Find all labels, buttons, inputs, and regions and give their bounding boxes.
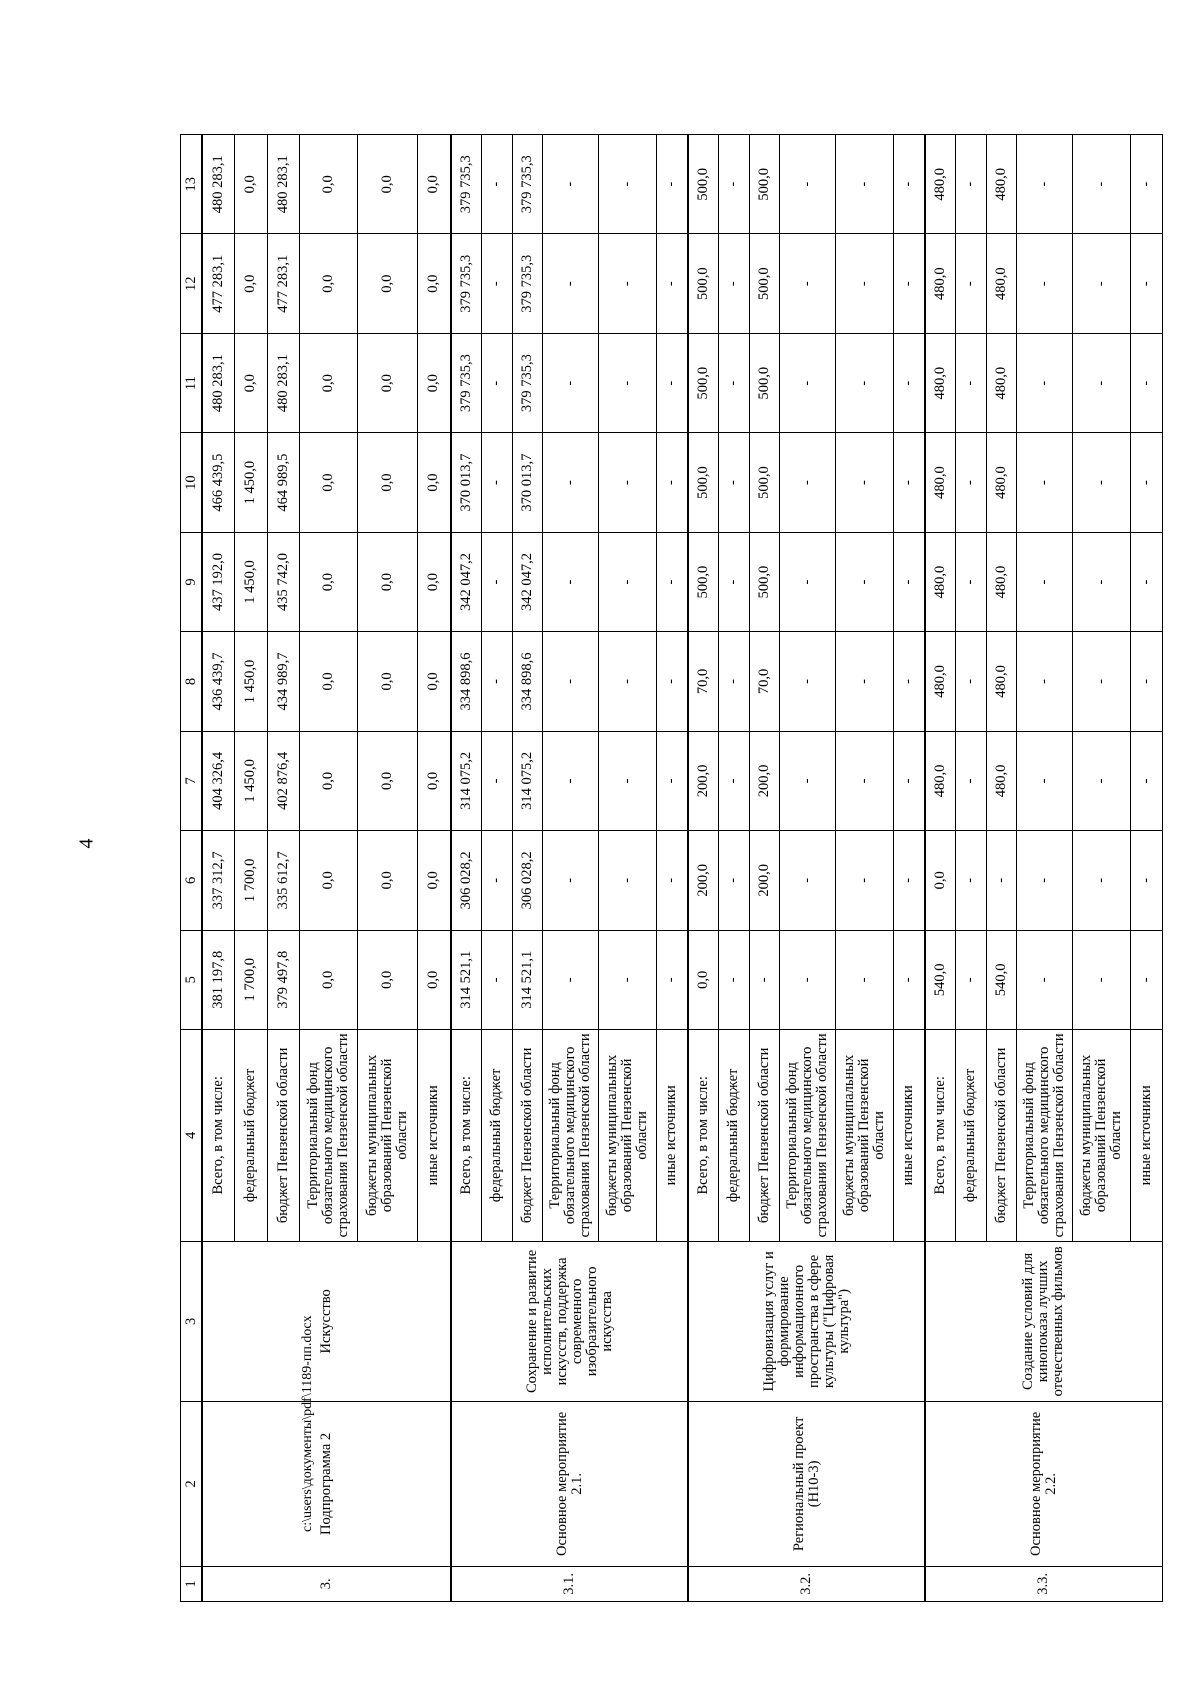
value-cell: 480 283,1 <box>202 135 234 234</box>
value-cell: - <box>718 930 749 1029</box>
value-cell: 0,0 <box>417 433 451 532</box>
funding-source-cell: бюджет Пензенской области <box>749 1029 779 1241</box>
value-cell: - <box>779 333 835 432</box>
header-cell: 7 <box>181 731 203 830</box>
funding-source-cell: бюджет Пензенской области <box>512 1029 542 1241</box>
value-cell: 0,0 <box>417 632 451 731</box>
value-cell: - <box>893 135 925 234</box>
value-cell: 500,0 <box>749 532 779 631</box>
value-cell: 480,0 <box>986 433 1016 532</box>
value-cell: 1 450,0 <box>234 532 267 631</box>
value-cell: - <box>955 433 986 532</box>
value-cell: - <box>1130 333 1162 432</box>
value-cell: 464 989,5 <box>267 433 299 532</box>
value-cell: 500,0 <box>688 433 718 532</box>
value-cell: - <box>718 433 749 532</box>
header-cell: 4 <box>181 1029 203 1241</box>
value-cell: - <box>779 135 835 234</box>
value-cell: - <box>598 731 656 830</box>
value-cell: 0,0 <box>299 930 357 1029</box>
value-cell: 477 283,1 <box>202 234 234 333</box>
value-cell: 370 013,7 <box>512 433 542 532</box>
value-cell: - <box>893 731 925 830</box>
table-row <box>202 135 234 1602</box>
program-type-cell: Основное мероприятие 2.1. <box>451 1402 688 1567</box>
value-cell: 0,0 <box>357 333 417 432</box>
value-cell: 0,0 <box>299 135 357 234</box>
funding-source-cell: бюджеты муниципальных образований Пензенской области <box>1072 1029 1130 1241</box>
value-cell: - <box>779 731 835 830</box>
value-cell: - <box>893 831 925 930</box>
value-cell: 0,0 <box>299 532 357 631</box>
value-cell: - <box>656 433 688 532</box>
value-cell: 335 612,7 <box>267 831 299 930</box>
header-cell: 1 <box>181 1566 203 1601</box>
value-cell: - <box>598 632 656 731</box>
value-cell: - <box>955 831 986 930</box>
value-cell: 0,0 <box>234 135 267 234</box>
value-cell: - <box>893 930 925 1029</box>
value-cell: 480,0 <box>925 135 955 234</box>
value-cell: - <box>1072 135 1130 234</box>
footer-file-path: c:\users\документы\pdf\1189-пп.docx <box>300 1315 315 1532</box>
value-cell: - <box>598 532 656 631</box>
header-cell: 6 <box>181 831 203 930</box>
funding-source-cell: бюджеты муниципальных образований Пензенской области <box>598 1029 656 1241</box>
value-cell: - <box>656 632 688 731</box>
funding-source-cell: Территориальный фонд обязательного медицинского страхования Пензенской области <box>542 1029 598 1241</box>
row-number-cell: 3. <box>202 1566 451 1601</box>
value-cell: 0,0 <box>417 930 451 1029</box>
value-cell: - <box>656 731 688 830</box>
program-type-cell: Основное мероприятие 2.2. <box>925 1402 1162 1567</box>
value-cell: 480,0 <box>925 433 955 532</box>
value-cell: 437 192,0 <box>202 532 234 631</box>
value-cell: 379 497,8 <box>267 930 299 1029</box>
value-cell: - <box>656 135 688 234</box>
funding-source-cell: федеральный бюджет <box>718 1029 749 1241</box>
value-cell: 0,0 <box>299 333 357 432</box>
value-cell: 306 028,2 <box>451 831 481 930</box>
value-cell: 381 197,8 <box>202 930 234 1029</box>
value-cell: 0,0 <box>417 333 451 432</box>
value-cell: - <box>656 831 688 930</box>
value-cell: - <box>481 930 512 1029</box>
value-cell: - <box>835 831 893 930</box>
funding-source-cell: Территориальный фонд обязательного медицинского страхования Пензенской области <box>1016 1029 1072 1241</box>
value-cell: 480,0 <box>986 731 1016 830</box>
value-cell: - <box>955 135 986 234</box>
value-cell: - <box>1016 632 1072 731</box>
program-title-cell: Сохранение и развитие исполнительских искусств, поддержка современного изобразительного искусства <box>451 1241 688 1401</box>
funding-source-cell: бюджеты муниципальных образований Пензенской области <box>357 1029 417 1241</box>
value-cell: 480,0 <box>986 532 1016 631</box>
value-cell: 342 047,2 <box>451 532 481 631</box>
value-cell: - <box>1072 831 1130 930</box>
value-cell: 200,0 <box>749 731 779 830</box>
value-cell: 435 742,0 <box>267 532 299 631</box>
funding-source-cell: Территориальный фонд обязательного медицинского страхования Пензенской области <box>299 1029 357 1241</box>
value-cell: - <box>1072 433 1130 532</box>
value-cell: 480,0 <box>925 333 955 432</box>
value-cell: - <box>481 831 512 930</box>
header-cell: 13 <box>181 135 203 234</box>
value-cell: 540,0 <box>986 930 1016 1029</box>
value-cell: - <box>955 333 986 432</box>
value-cell: 480,0 <box>986 632 1016 731</box>
funding-source-cell: бюджет Пензенской области <box>986 1029 1016 1241</box>
value-cell: 480 283,1 <box>267 333 299 432</box>
value-cell: 500,0 <box>688 135 718 234</box>
value-cell: 0,0 <box>357 532 417 631</box>
value-cell: - <box>1072 632 1130 731</box>
value-cell: - <box>955 731 986 830</box>
value-cell: - <box>955 632 986 731</box>
value-cell: 500,0 <box>688 532 718 631</box>
value-cell: - <box>835 333 893 432</box>
value-cell: 337 312,7 <box>202 831 234 930</box>
value-cell: - <box>542 333 598 432</box>
value-cell: - <box>1016 532 1072 631</box>
value-cell: 379 735,3 <box>451 333 481 432</box>
value-cell: - <box>1072 930 1130 1029</box>
value-cell: - <box>656 234 688 333</box>
value-cell: 480,0 <box>986 333 1016 432</box>
header-cell: 11 <box>181 333 203 432</box>
value-cell: 0,0 <box>417 532 451 631</box>
value-cell: - <box>1130 632 1162 731</box>
value-cell: 0,0 <box>357 234 417 333</box>
value-cell: 480 283,1 <box>267 135 299 234</box>
value-cell: - <box>1016 433 1072 532</box>
program-type-cell: Подпрограмма 2 <box>202 1402 451 1567</box>
value-cell: 0,0 <box>357 433 417 532</box>
value-cell: 540,0 <box>925 930 955 1029</box>
value-cell: - <box>542 234 598 333</box>
value-cell: 0,0 <box>299 433 357 532</box>
row-number-cell: 3.3. <box>925 1566 1162 1601</box>
value-cell: 434 989,7 <box>267 632 299 731</box>
value-cell: - <box>893 433 925 532</box>
value-cell: 500,0 <box>749 135 779 234</box>
value-cell: 379 735,3 <box>512 333 542 432</box>
value-cell: - <box>955 234 986 333</box>
value-cell: 314 075,2 <box>451 731 481 830</box>
value-cell: - <box>835 135 893 234</box>
value-cell: - <box>718 632 749 731</box>
value-cell: - <box>718 234 749 333</box>
value-cell: - <box>1130 234 1162 333</box>
value-cell: 1 450,0 <box>234 731 267 830</box>
value-cell: - <box>1130 532 1162 631</box>
funding-source-cell: иные источники <box>417 1029 451 1241</box>
funding-source-cell: федеральный бюджет <box>955 1029 986 1241</box>
value-cell: 1 700,0 <box>234 831 267 930</box>
value-cell: - <box>542 135 598 234</box>
value-cell: - <box>986 831 1016 930</box>
value-cell: - <box>718 333 749 432</box>
value-cell: - <box>718 831 749 930</box>
value-cell: 379 735,3 <box>512 234 542 333</box>
header-row <box>181 135 203 1602</box>
value-cell: - <box>1016 333 1072 432</box>
header-cell: 10 <box>181 433 203 532</box>
value-cell: - <box>718 532 749 631</box>
value-cell: - <box>598 930 656 1029</box>
value-cell: 1 450,0 <box>234 433 267 532</box>
value-cell: 500,0 <box>749 333 779 432</box>
value-cell: 0,0 <box>299 831 357 930</box>
header-cell: 12 <box>181 234 203 333</box>
value-cell: 0,0 <box>417 731 451 830</box>
value-cell: 0,0 <box>357 135 417 234</box>
funding-source-cell: Всего, в том числе: <box>451 1029 481 1241</box>
value-cell: 480,0 <box>925 234 955 333</box>
program-title-cell: Создание условий для кинопоказа лучших отечественных фильмов <box>925 1241 1162 1401</box>
value-cell: 0,0 <box>925 831 955 930</box>
value-cell: - <box>779 532 835 631</box>
value-cell: - <box>893 333 925 432</box>
value-cell: - <box>598 831 656 930</box>
value-cell: - <box>779 433 835 532</box>
value-cell: 500,0 <box>749 433 779 532</box>
value-cell: - <box>598 333 656 432</box>
value-cell: - <box>1016 731 1072 830</box>
header-cell: 5 <box>181 930 203 1029</box>
header-cell: 9 <box>181 532 203 631</box>
value-cell: 1 700,0 <box>234 930 267 1029</box>
funding-source-cell: бюджеты муниципальных образований Пензенской области <box>835 1029 893 1241</box>
page-number: 4 <box>75 838 98 849</box>
value-cell: 480,0 <box>925 532 955 631</box>
value-cell: - <box>779 234 835 333</box>
value-cell: 314 521,1 <box>451 930 481 1029</box>
value-cell: - <box>656 930 688 1029</box>
value-cell: - <box>656 532 688 631</box>
budget-table <box>180 134 1163 1602</box>
value-cell: - <box>1130 433 1162 532</box>
table-body <box>181 135 1163 1602</box>
value-cell: - <box>1130 930 1162 1029</box>
table-row <box>451 135 481 1602</box>
value-cell: - <box>1072 234 1130 333</box>
value-cell: - <box>1130 135 1162 234</box>
value-cell: - <box>598 135 656 234</box>
value-cell: 480,0 <box>986 135 1016 234</box>
value-cell: - <box>835 234 893 333</box>
value-cell: 480 283,1 <box>202 333 234 432</box>
value-cell: 480,0 <box>925 731 955 830</box>
value-cell: - <box>598 433 656 532</box>
value-cell: - <box>1130 731 1162 830</box>
value-cell: - <box>779 831 835 930</box>
value-cell: - <box>779 930 835 1029</box>
value-cell: 306 028,2 <box>512 831 542 930</box>
value-cell: - <box>749 930 779 1029</box>
value-cell: - <box>835 433 893 532</box>
value-cell: - <box>481 731 512 830</box>
value-cell: - <box>1072 731 1130 830</box>
value-cell: - <box>835 632 893 731</box>
value-cell: 480,0 <box>925 632 955 731</box>
value-cell: 466 439,5 <box>202 433 234 532</box>
value-cell: 436 439,7 <box>202 632 234 731</box>
value-cell: 379 735,3 <box>512 135 542 234</box>
value-cell: - <box>481 333 512 432</box>
value-cell: 500,0 <box>688 234 718 333</box>
value-cell: 402 876,4 <box>267 731 299 830</box>
value-cell: - <box>481 433 512 532</box>
value-cell: - <box>835 532 893 631</box>
funding-source-cell: федеральный бюджет <box>234 1029 267 1241</box>
value-cell: - <box>542 831 598 930</box>
funding-source-cell: федеральный бюджет <box>481 1029 512 1241</box>
funding-source-cell: бюджет Пензенской области <box>267 1029 299 1241</box>
value-cell: 0,0 <box>234 333 267 432</box>
value-cell: 70,0 <box>688 632 718 731</box>
value-cell: 404 326,4 <box>202 731 234 830</box>
value-cell: 0,0 <box>357 930 417 1029</box>
value-cell: 200,0 <box>688 731 718 830</box>
header-cell: 8 <box>181 632 203 731</box>
value-cell: - <box>1016 930 1072 1029</box>
rotated-table-frame <box>180 134 1154 1602</box>
header-cell: 2 <box>181 1402 203 1567</box>
program-type-cell: Региональный проект (Н10-3) <box>688 1402 925 1567</box>
value-cell: - <box>1016 831 1072 930</box>
value-cell: 0,0 <box>299 731 357 830</box>
value-cell: - <box>542 532 598 631</box>
value-cell: 200,0 <box>749 831 779 930</box>
value-cell: 334 898,6 <box>512 632 542 731</box>
table-row <box>688 135 718 1602</box>
value-cell: - <box>481 532 512 631</box>
value-cell: 0,0 <box>234 234 267 333</box>
value-cell: 370 013,7 <box>451 433 481 532</box>
value-cell: - <box>1016 234 1072 333</box>
header-cell: 3 <box>181 1241 203 1401</box>
value-cell: - <box>893 632 925 731</box>
value-cell: - <box>542 632 598 731</box>
value-cell: - <box>1130 831 1162 930</box>
funding-source-cell: Всего, в том числе: <box>202 1029 234 1241</box>
value-cell: 0,0 <box>417 831 451 930</box>
value-cell: 500,0 <box>749 234 779 333</box>
value-cell: 314 521,1 <box>512 930 542 1029</box>
value-cell: 477 283,1 <box>267 234 299 333</box>
value-cell: - <box>1072 333 1130 432</box>
value-cell: 480,0 <box>986 234 1016 333</box>
value-cell: - <box>718 135 749 234</box>
value-cell: 0,0 <box>417 234 451 333</box>
table-row <box>925 135 955 1602</box>
funding-source-cell: иные источники <box>656 1029 688 1241</box>
value-cell: 0,0 <box>417 135 451 234</box>
value-cell: 0,0 <box>357 632 417 731</box>
row-number-cell: 3.2. <box>688 1566 925 1601</box>
value-cell: - <box>542 731 598 830</box>
funding-source-cell: Всего, в том числе: <box>925 1029 955 1241</box>
value-cell: - <box>835 731 893 830</box>
value-cell: - <box>835 930 893 1029</box>
value-cell: - <box>542 930 598 1029</box>
value-cell: 314 075,2 <box>512 731 542 830</box>
value-cell: - <box>955 532 986 631</box>
value-cell: 1 450,0 <box>234 632 267 731</box>
value-cell: 334 898,6 <box>451 632 481 731</box>
row-number-cell: 3.1. <box>451 1566 688 1601</box>
value-cell: - <box>1016 135 1072 234</box>
funding-source-cell: иные источники <box>893 1029 925 1241</box>
value-cell: - <box>893 234 925 333</box>
value-cell: 0,0 <box>357 731 417 830</box>
value-cell: 0,0 <box>357 831 417 930</box>
value-cell: - <box>481 234 512 333</box>
value-cell: - <box>718 731 749 830</box>
value-cell: 379 735,3 <box>451 234 481 333</box>
value-cell: 0,0 <box>299 234 357 333</box>
funding-source-cell: Территориальный фонд обязательного медицинского страхования Пензенской области <box>779 1029 835 1241</box>
value-cell: - <box>542 433 598 532</box>
program-title-cell: Искусство <box>202 1241 451 1401</box>
value-cell: - <box>1072 532 1130 631</box>
value-cell: 0,0 <box>688 930 718 1029</box>
value-cell: - <box>893 532 925 631</box>
value-cell: 500,0 <box>688 333 718 432</box>
value-cell: - <box>481 632 512 731</box>
value-cell: - <box>656 333 688 432</box>
value-cell: 200,0 <box>688 831 718 930</box>
value-cell: 70,0 <box>749 632 779 731</box>
program-title-cell: Цифровизация услуг и формирование информационного пространства в сфере культуры ("Цифровая культура") <box>688 1241 925 1401</box>
value-cell: - <box>779 632 835 731</box>
value-cell: - <box>955 930 986 1029</box>
funding-source-cell: иные источники <box>1130 1029 1162 1241</box>
value-cell: 379 735,3 <box>451 135 481 234</box>
value-cell: 0,0 <box>299 632 357 731</box>
funding-source-cell: Всего, в том числе: <box>688 1029 718 1241</box>
value-cell: - <box>598 234 656 333</box>
value-cell: 342 047,2 <box>512 532 542 631</box>
value-cell: - <box>481 135 512 234</box>
